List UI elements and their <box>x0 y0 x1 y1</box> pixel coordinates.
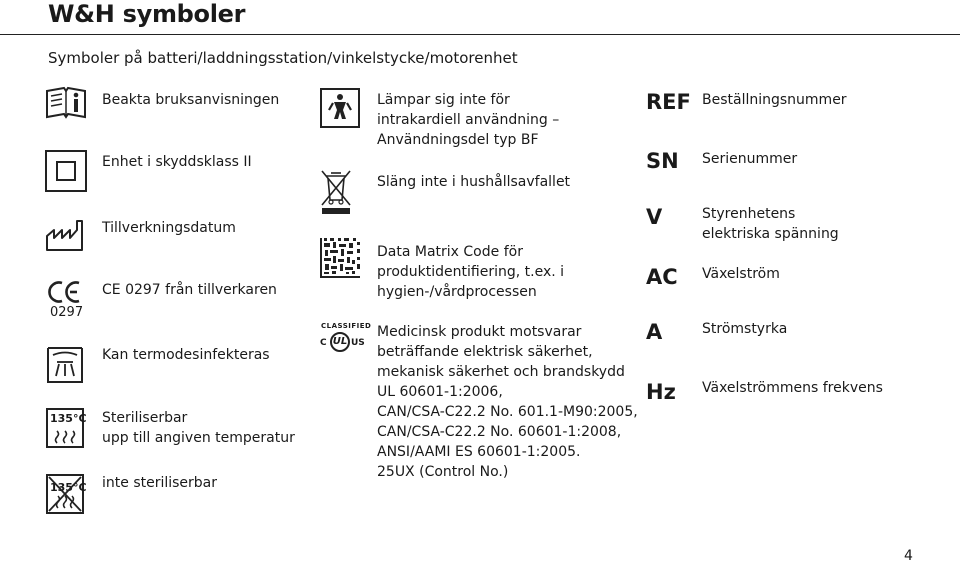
sterilization-temperature: 135°C <box>50 481 87 494</box>
text-line: CAN/CSA-C22.2 No. 60601-1:2008, <box>377 424 622 440</box>
text-line: beträffande elektrisk säkerhet, <box>377 344 593 360</box>
ul-top-text: CLASSIFIED <box>321 322 372 330</box>
symbol-v: V <box>646 205 663 229</box>
text-line: Medicinsk produkt motsvarar <box>377 324 582 340</box>
list-item-label: Enhet i skyddsklass II <box>102 154 252 170</box>
thermo-disinfect-icon <box>46 346 84 384</box>
list-item-label: CE 0297 från tillverkaren <box>102 282 277 298</box>
text-line: Användningsdel typ BF <box>377 132 539 148</box>
symbol-ref: REF <box>646 90 691 114</box>
list-item-text <box>377 90 559 150</box>
manufacture-date-icon <box>45 218 85 252</box>
section-subtitle: Symboler på batteri/laddningsstation/vinkelstycke/motorenhet <box>48 49 518 67</box>
list-item-text <box>377 172 570 192</box>
list-item-label: Serienummer <box>702 151 798 167</box>
ul-right-text: US <box>351 338 365 348</box>
list-item-label: Beställningsnummer <box>702 92 847 108</box>
list-item-label: Tillverkningsdatum <box>102 220 236 236</box>
protection-class-2-icon <box>45 150 87 192</box>
page-number: 4 <box>904 548 913 564</box>
text-line: Data Matrix Code för <box>377 244 523 260</box>
text-line: produktidentifiering, t.ex. i <box>377 264 565 280</box>
list-item-label: inte steriliserbar <box>102 475 218 491</box>
ce-notified-body-number: 0297 <box>50 305 84 320</box>
list-item-label: Kan termodesinfekteras <box>102 347 270 363</box>
symbol-hz: Hz <box>646 380 676 404</box>
ul-left-text: C <box>320 338 327 348</box>
list-item-label: Växelström <box>702 266 780 282</box>
sterilizable-icon <box>46 408 87 448</box>
list-item-label: upp till angiven temperatur <box>102 430 295 446</box>
type-bf-icon <box>320 88 360 128</box>
symbol-sn: SN <box>646 149 679 173</box>
text-line: Styrenhetens <box>702 206 796 222</box>
ce-mark-icon <box>48 280 84 304</box>
cross-out-icon <box>48 476 82 512</box>
text-line: mekanisk säkerhet och brandskydd <box>377 364 625 380</box>
text-line: Lämpar sig inte för <box>377 92 510 108</box>
list-item-label: Strömstyrka <box>702 321 788 337</box>
text-line: ANSI/AAMI ES 60601-1:2005. <box>377 444 581 460</box>
not-sterilizable-icon <box>46 474 87 514</box>
text-line: 25UX (Control No.) <box>377 464 509 480</box>
list-item-label: Steriliserbar <box>102 410 188 426</box>
sterilization-temperature: 135°C <box>50 412 87 425</box>
list-item-label: Växelströmmens frekvens <box>702 380 883 396</box>
header-divider <box>0 34 960 35</box>
text-line: intrakardiell användning – <box>377 112 560 128</box>
symbol-ac: AC <box>646 265 678 289</box>
text-line: UL 60601-1:2006, <box>377 384 503 400</box>
text-line: hygien-/vårdprocessen <box>377 284 537 300</box>
text-line: CAN/CSA-C22.2 No. 601.1-M90:2005, <box>377 404 638 420</box>
data-matrix-icon <box>320 238 360 278</box>
read-manual-icon <box>45 86 87 120</box>
steam-waves-icon <box>54 430 78 444</box>
ul-classified-icon <box>318 322 372 356</box>
list-item-text <box>377 322 638 482</box>
weee-bin-icon <box>320 168 352 216</box>
ul-center-text: UL <box>330 332 350 352</box>
text-line: Släng inte i hushållsavfallet <box>377 174 571 190</box>
list-item-text <box>702 204 839 244</box>
list-item-label: Beakta bruksanvisningen <box>102 92 280 108</box>
list-item-text <box>377 242 564 302</box>
text-line: elektriska spänning <box>702 226 839 242</box>
page-title: W&H symboler <box>48 0 246 28</box>
symbol-a: A <box>646 320 663 344</box>
